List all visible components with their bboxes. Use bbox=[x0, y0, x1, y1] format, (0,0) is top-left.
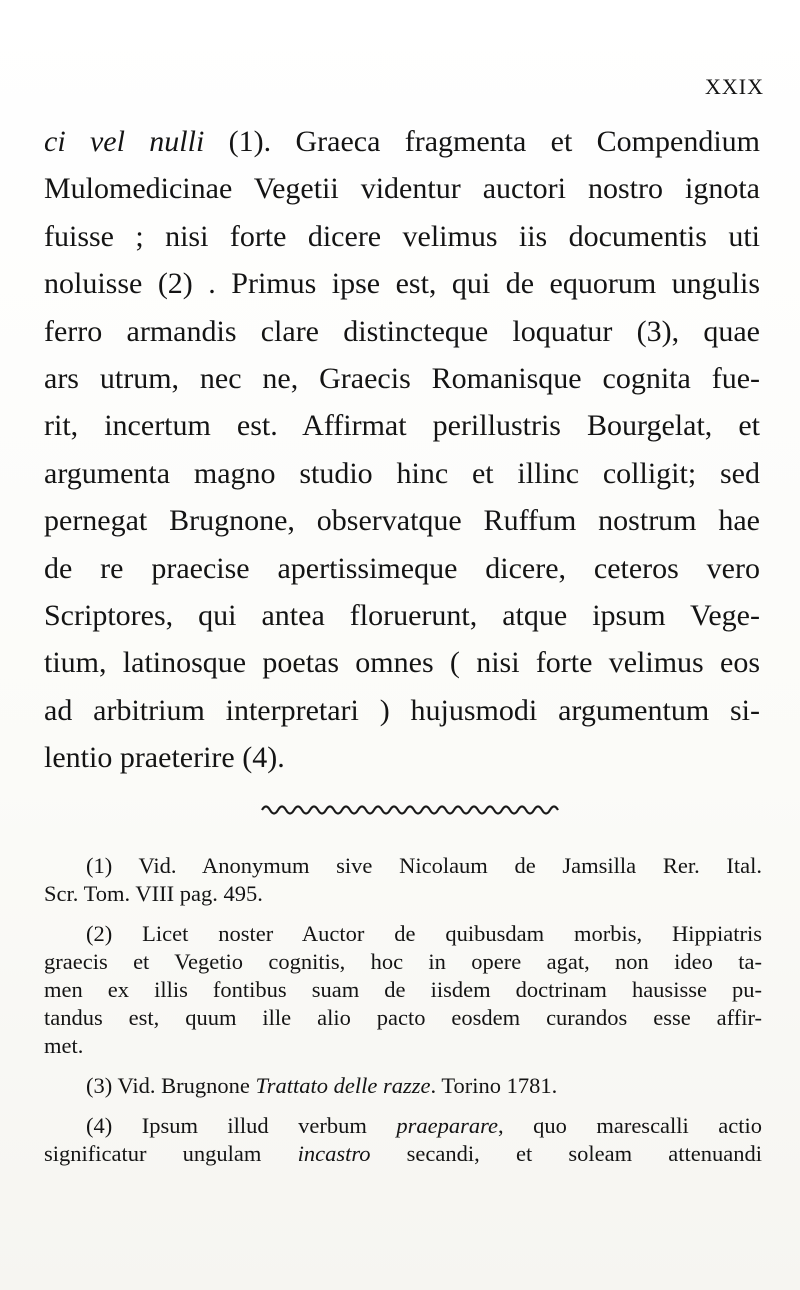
footnote-text: , quo marescalli actio bbox=[498, 1113, 762, 1138]
text-line: rit, incertum est. Affirmat perillustris Bourgelat, et bbox=[44, 409, 760, 443]
text-line-content: (1). Graeca fragmenta et Compendium bbox=[204, 125, 760, 158]
text-line: pernegat Brugnone, observatque Ruffum nostrum hae bbox=[44, 504, 760, 538]
italic-term: incastro bbox=[297, 1141, 371, 1166]
footnote-line bbox=[44, 1112, 762, 1140]
text-line: ad arbitrium interpretari ) hujusmodi argumentum si- bbox=[44, 693, 760, 727]
footnotes bbox=[44, 852, 762, 1180]
footnote-text: secandi, et soleam attenuandi bbox=[370, 1141, 762, 1166]
footnote-text: . Torino 1781. bbox=[430, 1073, 558, 1098]
footnote-line: met. bbox=[44, 1033, 84, 1058]
book-title: Trattato delle razze bbox=[255, 1073, 431, 1098]
footnote-line: (1) Vid. Anonymum sive Nicolaum de Jamsilla Rer. Ital. bbox=[86, 853, 762, 878]
footnote-text: significatur ungulam bbox=[44, 1141, 298, 1166]
text-line: tium, latinosque poetas omnes ( nisi forte velimus eos bbox=[44, 646, 760, 680]
text-line: fuisse ; nisi forte dicere velimus iis documentis uti bbox=[44, 219, 760, 253]
footnote-line: graecis et Vegetio cognitis, hoc in opere agat, non ideo ta- bbox=[44, 949, 762, 974]
text-line: Mulomedicinae Vegetii videntur auctori nostro ignota bbox=[44, 172, 760, 206]
text-line: de re praecise apertissimeque dicere, ceteros vero bbox=[44, 551, 760, 585]
text-line: ars utrum, nec ne, Graecis Romanisque cognita fue- bbox=[44, 362, 760, 396]
text-line: argumenta magno studio hinc et illinc colligit; sed bbox=[44, 456, 760, 490]
page-number: XXIX bbox=[705, 74, 764, 99]
footnote-line bbox=[44, 1140, 762, 1168]
footnote-line bbox=[44, 1072, 762, 1100]
footnote-line: tandus est, quum ille alio pacto eosdem curandos esse affir- bbox=[44, 1005, 762, 1030]
italic-phrase: ci vel nulli bbox=[44, 125, 205, 158]
footnote-4 bbox=[44, 1112, 762, 1168]
main-text-block bbox=[44, 118, 760, 782]
footnote-line: (2) Licet noster Auctor de quibusdam morbis, Hippiatris bbox=[86, 921, 762, 946]
text-line: ferro armandis clare distincteque loquatur (3), quae bbox=[44, 314, 760, 348]
footnote-2 bbox=[44, 920, 762, 1060]
text-line: noluisse (2) . Primus ipse est, qui de equorum ungulis bbox=[44, 267, 760, 301]
footnote-1 bbox=[44, 852, 762, 908]
italic-term: praeparare bbox=[396, 1113, 499, 1138]
text-line bbox=[44, 118, 760, 165]
footnote-text: (3) Vid. Brugnone bbox=[86, 1073, 256, 1098]
separator-ornament bbox=[260, 800, 560, 820]
footnote-line: men ex illis fontibus suam de iisdem doctrinam hausisse pu- bbox=[44, 977, 762, 1002]
footnote-3 bbox=[44, 1072, 762, 1100]
text-line: lentio praeterire (4). bbox=[44, 741, 285, 775]
footnote-text: (4) Ipsum illud verbum bbox=[86, 1113, 397, 1138]
text-line: Scriptores, qui antea floruerunt, atque ipsum Vege- bbox=[44, 599, 760, 633]
footnote-line: Scr. Tom. VIII pag. 495. bbox=[44, 881, 263, 906]
